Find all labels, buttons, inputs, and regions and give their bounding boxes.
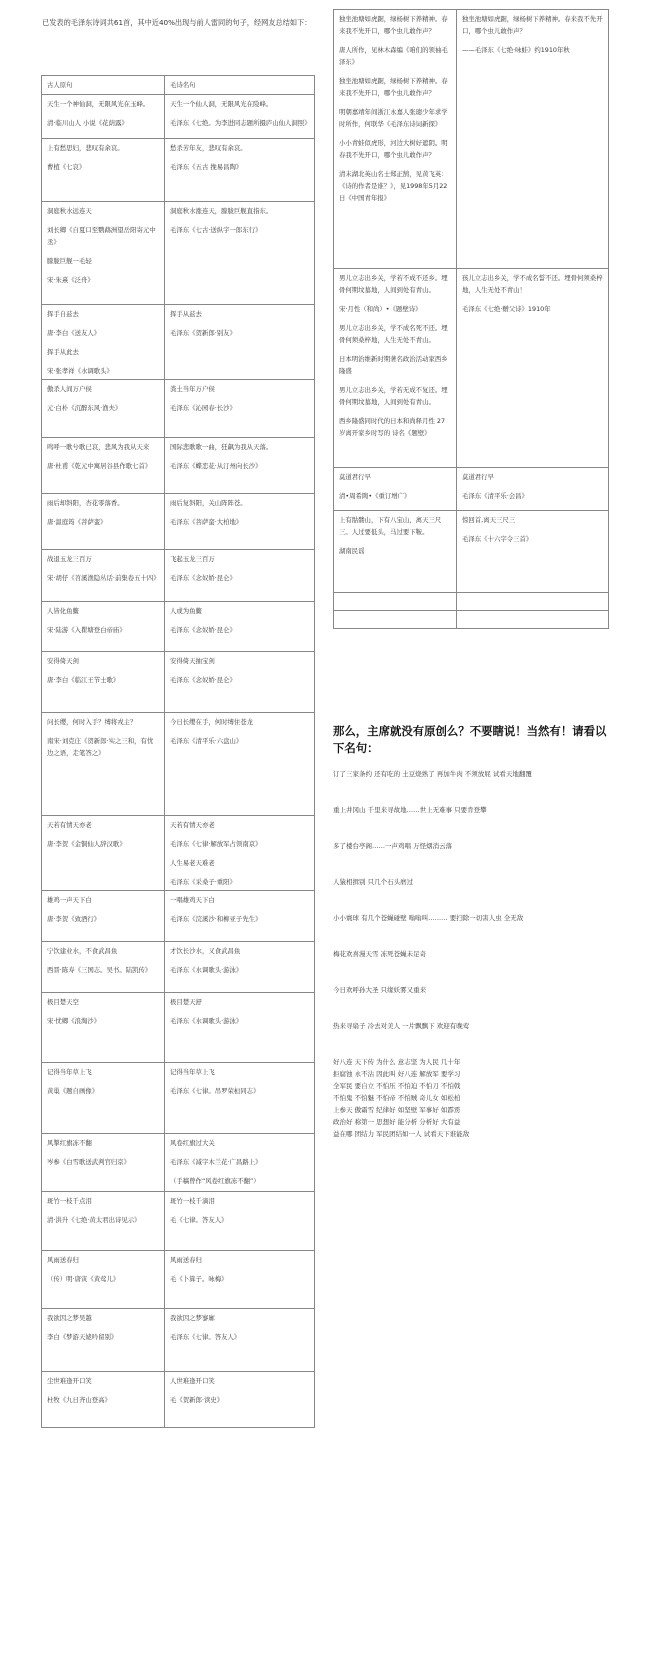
cell-line: 人或为鱼鳖	[170, 607, 202, 615]
table-row	[42, 652, 315, 713]
original-verse-cell	[42, 1063, 165, 1134]
cell-line: 宁饮建业水，不食武昌鱼	[47, 947, 118, 955]
cell-line: 黄巢《题自画像》	[47, 1087, 99, 1095]
cell-line: 男儿立志出乡关，学不成名死不还。埋骨何须桑梓地，人生无处不青山。	[339, 324, 448, 344]
cell-line: 清·洪升《七绝·黄太君出诗见示》	[47, 1216, 141, 1224]
mao-verse-cell	[165, 816, 315, 891]
table-row	[42, 202, 315, 305]
cell-line: 孩儿立志出乡关，学不成名誓不还。埋骨何须桑梓地，人生无处不青山！	[462, 274, 603, 294]
original-line	[333, 1008, 613, 1020]
cell-line: 洞庭秋水远连天	[47, 207, 92, 215]
original-verse-cell	[334, 468, 457, 511]
mao-verse-cell	[457, 269, 609, 468]
table-row	[42, 95, 315, 139]
mao-verse-cell	[165, 139, 315, 202]
mao-verse-cell	[165, 494, 315, 550]
cell-line	[339, 596, 451, 608]
original-verse-cell	[42, 602, 165, 652]
cell-line: 记得当年草上飞	[47, 1068, 92, 1076]
cell-line: 毛泽东《十六字令三首》	[462, 535, 533, 543]
cell-line: 傲杀人间万户侯	[47, 385, 92, 393]
original-line	[333, 996, 613, 1008]
table-row	[42, 1372, 315, 1428]
cell-line: 毛泽东《念奴娇·昆仑》	[170, 676, 236, 684]
table-row	[42, 942, 315, 993]
cell-line: 天生一个仙人洞，无限风光在险峰。	[170, 100, 273, 108]
cell-line: 斑竹一枝千滴泪	[170, 1197, 215, 1205]
original-verse-cell	[334, 511, 457, 593]
cell-line: 唐·杜甫《乾元中寓居谷县作歌七首》	[47, 462, 152, 470]
original-verse-cell	[42, 1251, 165, 1309]
cell-line: 极目楚天舒	[170, 998, 202, 1006]
cell-line: 莫道君行早	[339, 473, 371, 481]
table-row	[334, 611, 609, 629]
cell-line: 宋·忧卿《浪淘沙》	[47, 1017, 101, 1025]
mao-verse-cell	[165, 550, 315, 602]
cell-line: 上有骷髅山，下有八宝山，离天三尺三。人过要低头，马过要下鞍。	[339, 516, 442, 536]
cell-line: 杜牧《九日齐山登高》	[47, 1396, 111, 1404]
mao-verse-cell	[165, 1134, 315, 1192]
cell-line: 毛《贺新郎·读史》	[170, 1396, 224, 1404]
original-line	[333, 924, 613, 936]
cell-line: （手稿曾作“风卷红旗冻不翻”）	[170, 1177, 260, 1185]
cell-line: 天若有情天亦老	[170, 821, 215, 829]
table-row	[334, 10, 609, 269]
cell-line: 李白《梦游天姥吟留别》	[47, 1333, 118, 1341]
original-line: 热来寻扇子 冷去对美人 一片飘飘下 欢迎有晚莺	[333, 1022, 470, 1030]
mao-verse-cell	[457, 468, 609, 511]
table-row	[42, 891, 315, 942]
cell-line	[462, 596, 603, 608]
original-verse-cell	[42, 816, 165, 891]
original-line: 今日欢呼孙大圣 只缘妖雾又重来	[333, 986, 427, 994]
original-line: 订了三家条约 还有吃的 土豆烧熟了 再加牛肉 不须放屁 试看天地翻覆	[333, 770, 532, 778]
original-line: 上参天 傲霜雪 纪律好 如坚壁 军事好 如霹雳	[333, 1106, 461, 1114]
originals-list	[333, 768, 613, 1140]
original-line: 梅花欢喜漫天雪 冻死苍蝇未足奇	[333, 950, 427, 958]
mao-verse-cell	[165, 1372, 315, 1428]
original-verse-cell	[42, 1134, 165, 1192]
cell-line: 宋·张孝祥《水调歌头》	[47, 367, 113, 375]
mao-verse-cell	[165, 1063, 315, 1134]
original-line: 全军民 要自立 不怕压 不怕迫 不怕刀 不怕戟	[333, 1082, 461, 1090]
cell-line: 毛泽东《七律·解放军占领南京》	[170, 840, 262, 848]
table-row	[334, 593, 609, 611]
original-verse-cell	[42, 95, 165, 139]
cell-line: 斑竹一枝千点泪	[47, 1197, 92, 1205]
cell-line: 粪土当年万户侯	[170, 385, 215, 393]
cell-line: 毛泽东《菩萨蛮·大柏地》	[170, 518, 243, 526]
original-line	[333, 888, 613, 900]
original-line: 拒腐蚀 永不沾 因此叫 好八连 解放军 要学习	[333, 1070, 461, 1078]
cell-line: 毛泽东《七律。答友人》	[170, 1333, 241, 1341]
cell-line: 毛泽东《念奴娇·昆仑》	[170, 574, 236, 582]
cell-line: 唐·李贺《金铜仙人辞汉歌》	[47, 840, 126, 848]
cell-line: 我欲因之梦寥廓	[170, 1314, 215, 1322]
original-line	[333, 960, 613, 972]
cell-line: 唐·李贺《致酒行》	[47, 915, 101, 923]
mao-verse-cell	[165, 202, 315, 305]
cell-line: 毛泽东《七绝。为李进同志题所摄庐山仙人洞照》	[170, 119, 311, 127]
original-verse-cell	[42, 652, 165, 713]
cell-line: 毛泽东《蝶恋花·从汀州向长沙》	[170, 462, 262, 470]
table-row	[42, 1192, 315, 1251]
cell-line: 西乡隆盛同时代的日本和尚释月性 27岁离开家乡时写的 诗名《题壁》	[339, 417, 446, 437]
table-row	[334, 269, 609, 468]
original-verse-cell	[42, 139, 165, 202]
cell-line: 唐人所作，见林木森编《咱们的领袖毛泽东》	[339, 46, 448, 66]
original-line: 好八连 天下传 为什么 意志坚 为人民 几十年	[333, 1058, 461, 1066]
original-verse-cell	[42, 713, 165, 816]
cell-line: 朦胧巨舰一毛轻	[47, 257, 92, 265]
cell-line: ——毛泽东《七绝·咏蛙》约1910年秋	[462, 46, 570, 54]
mao-verse-cell	[165, 305, 315, 380]
table-row	[42, 602, 315, 652]
original-verse-cell	[42, 891, 165, 942]
cell-line: 毛泽东《七绝·赠父诗》1910年	[462, 305, 551, 313]
cell-line: 独坐池塘如虎踞，绿杨树下养精神。春来我不先开口，哪个虫儿敢作声？	[339, 77, 448, 97]
mao-verse-cell	[457, 10, 609, 269]
original-line	[333, 792, 613, 804]
cell-line: 岑参《白雪歌送武判官归京》	[47, 1158, 131, 1166]
mao-verse-cell	[457, 611, 609, 629]
mao-verse-cell	[165, 438, 315, 494]
cell-line: 宋·朱熹《泛舟》	[47, 276, 94, 284]
cell-line: 日本明治维新时期著名政治活动家西乡隆盛	[339, 355, 448, 375]
table-row	[42, 494, 315, 550]
cell-line: 尘世难逢开口笑	[47, 1377, 92, 1385]
original-line	[333, 852, 613, 864]
table-row	[334, 511, 609, 593]
cell-line: 记得当年草上飞	[170, 1068, 215, 1076]
cell-line: 毛泽东《七古·送纵宇一郎东行》	[170, 226, 262, 234]
original-line	[333, 936, 613, 948]
cell-line: 飞起玉龙三百万	[170, 555, 215, 563]
table-header-row	[42, 76, 315, 95]
mao-verse-cell	[165, 95, 315, 139]
cell-line: 莫道君行早	[462, 473, 494, 481]
cell-line: 天生一个神仙洞，无限风光在玉峰。	[47, 100, 150, 108]
cell-line: 小小青蛙似虎形，河边大树好遮阴。明春我不先开口，哪个虫儿敢作声？	[339, 139, 448, 159]
mao-verse-cell	[165, 1192, 315, 1251]
cell-line: 人世难逢开口笑	[170, 1377, 215, 1385]
cell-line: 毛泽东《水调歌头·游泳》	[170, 966, 243, 974]
mao-verse-cell	[165, 1251, 315, 1309]
cell-line	[462, 614, 603, 626]
original-line	[333, 864, 613, 876]
original-verse-cell	[42, 942, 165, 993]
cell-line: 毛泽东《水调歌头·游泳》	[170, 1017, 243, 1025]
cell-line: 毛《卜算子。咏梅》	[170, 1275, 228, 1283]
cell-line: 雨后却斜阳，杏花零落香。	[47, 499, 124, 507]
cell-line: 风掣红旗冻不翻	[47, 1139, 92, 1147]
cell-line: 国际悲歌歌一曲，狂飙为我从天落。	[170, 443, 273, 451]
original-verse-cell	[42, 380, 165, 438]
table-row	[42, 380, 315, 438]
original-verse-cell	[42, 305, 165, 380]
original-verse-cell	[334, 593, 457, 611]
cell-line: 宋·月性（和尚）•《题壁诗》	[339, 305, 422, 313]
cell-line: 毛《七律。答友人》	[170, 1216, 228, 1224]
intro-text: 已发表的毛泽东诗词共61首，其中近40%出现与前人雷同的句子，经网友总结如下：	[42, 18, 312, 28]
cell-line: 曹植《七哀》	[47, 163, 86, 171]
original-line	[333, 900, 613, 912]
cell-line: 挥手从此去	[47, 348, 79, 356]
original-verse-cell	[42, 1372, 165, 1428]
mao-verse-cell	[165, 380, 315, 438]
table-row	[42, 139, 315, 202]
original-line: 多了楼台亭阁……一声鸡唱 万怪烟消云落	[333, 842, 453, 850]
cell-line: 洞庭秋水涨连天，朦胧巨舰直指东。	[170, 207, 273, 215]
table-row	[42, 1063, 315, 1134]
cell-line: 我欲因之梦吴越	[47, 1314, 92, 1322]
table-row	[42, 438, 315, 494]
cell-line: 清•周希陶•《重订增广》	[339, 492, 411, 500]
original-verse-cell	[334, 10, 457, 269]
cell-line: 明朝嘉靖年间浙江永嘉人张璁少年求学时所作，何联华《毛泽东诗词新探》	[339, 108, 448, 128]
original-verse-cell	[42, 494, 165, 550]
table-row	[42, 1309, 315, 1372]
cell-line: 一唱雄鸡天下白	[170, 896, 215, 904]
original-line: 政治好 称第一 思想好 能分析 分析好 大有益	[333, 1118, 461, 1126]
cell-line: 安得倚天抽宝剑	[170, 657, 215, 665]
cell-line: 毛泽东《沁园春·长沙》	[170, 404, 236, 412]
cell-line: 元·白朴《沉醉东风·渔夫》	[47, 404, 122, 412]
cell-line: 男儿立志出乡关，学若无成不复还。埋骨何期坟墓地，人间到处有青山。	[339, 386, 448, 406]
cell-line: 天若有情天亦老	[47, 821, 92, 829]
original-verse-cell	[334, 269, 457, 468]
cell-line: 男儿立志出乡关，学若不成不还乡。埋骨何期坟墓地，人间到处有青山。	[339, 274, 448, 294]
original-verse-cell	[334, 611, 457, 629]
cell-line: 极目楚天空	[47, 998, 79, 1006]
cell-line: 雄鸡一声天下白	[47, 896, 92, 904]
original-verse-cell	[42, 1192, 165, 1251]
cell-line: 挥手从兹去	[170, 310, 202, 318]
table-row	[42, 816, 315, 891]
cell-line: 宋·胡仔《苕溪渔隐丛话·前集卷五十四》	[47, 574, 160, 582]
original-line	[333, 828, 613, 840]
mao-verse-cell	[165, 713, 315, 816]
mao-verse-cell	[165, 993, 315, 1063]
table-header-cell: 毛诗名句	[165, 76, 315, 95]
table-row	[42, 550, 315, 602]
cell-line: 独坐池塘如虎踞，绿杨树下养精神。春来我不先开口，哪个虫儿敢作声？	[462, 15, 603, 35]
original-verse-cell	[42, 1309, 165, 1372]
mao-verse-cell	[165, 1309, 315, 1372]
table-header-cell: 古人原句	[42, 76, 165, 95]
cell-line: 愁杀芳年友，悲叹有余哀。	[170, 144, 247, 152]
cell-line: 毛泽东《清平乐·六盘山》	[170, 737, 243, 745]
cell-line: 毛泽东《五古 挽易昌陶》	[170, 163, 243, 171]
cell-line: 毛泽东《采桑子·重阳》	[170, 878, 236, 886]
original-line	[333, 780, 613, 792]
original-line	[333, 1032, 613, 1044]
cell-line: 人生易老天难老	[170, 859, 215, 867]
mao-verse-cell	[457, 593, 609, 611]
original-line	[333, 1044, 613, 1056]
right-comparison-table	[333, 9, 609, 629]
cell-line: 毛泽东《清平乐·会昌》	[462, 492, 528, 500]
cell-line: 湖南民谣	[339, 547, 365, 555]
cell-line: （传）明·唐寅《黄莺儿》	[47, 1275, 120, 1283]
mao-verse-cell	[165, 891, 315, 942]
original-line: 益在哪 团结力 军民团结如一人 试看天下谁能敌	[333, 1130, 470, 1138]
original-line	[333, 816, 613, 828]
cell-line: 唐·李白《送友人》	[47, 329, 101, 337]
originals-heading: 那么，主席就没有原创么？不要瞎说！当然有！请看以下名句：	[333, 724, 607, 755]
original-line: 人猿相揖别 只几个石头磨过	[333, 878, 414, 886]
cell-line: 才饮长沙水，又食武昌鱼	[170, 947, 241, 955]
original-verse-cell	[42, 550, 165, 602]
mao-verse-cell	[165, 602, 315, 652]
cell-line	[339, 614, 451, 626]
cell-line: 毛泽东《减字木兰花·广昌路上》	[170, 1158, 262, 1166]
cell-line: 挥手自兹去	[47, 310, 79, 318]
table-row	[334, 468, 609, 511]
table-row	[42, 713, 315, 816]
cell-line: 风雨送春归	[170, 1256, 202, 1264]
cell-line: 风雨送春归	[47, 1256, 79, 1264]
mao-verse-cell	[165, 942, 315, 993]
original-line: 小小寰球 有几个苍蝇碰壁 嗡嗡叫……… 要扫除一切害人虫 全无敌	[333, 914, 524, 922]
cell-line: 问长缨，何时入手？缚将戎主？	[47, 718, 137, 726]
cell-line: 安得倚天剑	[47, 657, 79, 665]
cell-line: 雨后复斜阳，关山阵阵苍。	[170, 499, 247, 507]
cell-line: 清末湖北英山名士郑正鹄，见黄飞英：《诗的作者是谁？》，见1998年5月22日《中国青年报》	[339, 170, 448, 202]
left-comparison-table	[41, 75, 315, 1428]
cell-line: 人皆化鱼鳖	[47, 607, 79, 615]
cell-line: 今日长缨在手，何时缚住苍龙	[170, 718, 254, 726]
original-verse-cell	[42, 202, 165, 305]
cell-line: 刘长卿《自夏口至鹦鹉洲望岳阳寄元中丞》	[47, 226, 156, 246]
cell-line: 南宋·刘克庄《贺新郎·实之三和，有忧边之语，走笔答之》	[47, 737, 154, 757]
cell-line: 毛泽东《七律。吊罗荣桓同志》	[170, 1087, 260, 1095]
mao-verse-cell	[457, 511, 609, 593]
original-verse-cell	[42, 993, 165, 1063]
cell-line: 战退玉龙三百万	[47, 555, 92, 563]
table-row	[42, 1134, 315, 1192]
cell-line: 唐·李白《临江王节士歌》	[47, 676, 120, 684]
original-line: 重上井冈山 千里来寻故地……世上无难事 只要肯登攀	[333, 806, 487, 814]
cell-line: 宋·陆游《入瞿塘登白帝庙》	[47, 626, 126, 634]
cell-line: 毛泽东《贺新郎·别友》	[170, 329, 236, 337]
table-row	[42, 305, 315, 380]
table-row	[42, 993, 315, 1063]
cell-line: 毛泽东《念奴娇·昆仑》	[170, 626, 236, 634]
cell-line: 鸣呼一歌兮歌已哀，悲风为我从天来	[47, 443, 150, 451]
cell-line: 风卷红旗过大关	[170, 1139, 215, 1147]
cell-line: 西晋·陈寿《三国志。吴书。陆凯传》	[47, 966, 152, 974]
mao-verse-cell	[165, 652, 315, 713]
cell-line: 独坐池塘如虎踞，绿杨树下养精神。春来我不先开口，哪个虫儿敢作声？	[339, 15, 448, 35]
original-line	[333, 972, 613, 984]
cell-line: 清·临川山人 小说《花荫露》	[47, 119, 128, 127]
original-line: 不怕鬼 不怕魅 不怕帝 不怕贼 奇儿女 如松柏	[333, 1094, 461, 1102]
cell-line: 唐·温庭筠《菩萨蛮》	[47, 518, 107, 526]
table-row	[42, 1251, 315, 1309]
cell-line: 毛泽东《浣溪沙·和柳亚子先生》	[170, 915, 262, 923]
cell-line: 惊回首,离天三尺三	[462, 516, 516, 524]
original-verse-cell	[42, 438, 165, 494]
cell-line: 上有愁思妇，悲叹有余哀。	[47, 144, 124, 152]
